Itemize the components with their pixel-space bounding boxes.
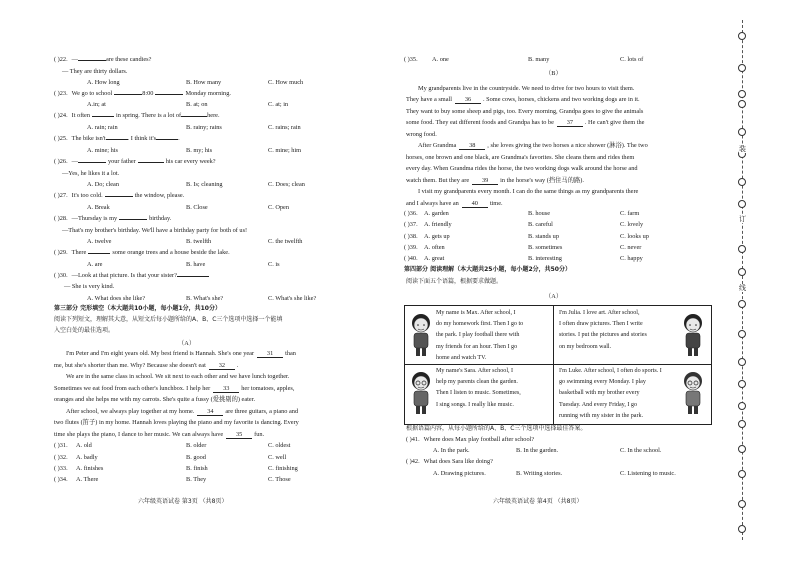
card-line: Then I listen to music. Sometimes,	[436, 390, 521, 397]
option-text: A. often	[424, 244, 445, 251]
answer-blank	[155, 94, 183, 95]
binding-hole	[738, 500, 746, 508]
question-number: ( )26.	[54, 158, 68, 165]
binding-hole	[738, 445, 746, 453]
binding-hole	[738, 268, 746, 276]
answer-blank: 34	[197, 409, 223, 416]
option-text: B. In the garden.	[516, 447, 559, 454]
passage-text: me, but she's shorter than me. Why? Because she doesn't eat	[54, 362, 206, 369]
option-text: C. Does; clean	[268, 181, 305, 188]
passage-line	[54, 420, 299, 426]
passage-text: her tomatoes, apples,	[241, 385, 295, 392]
answer-blank: 36	[455, 97, 481, 104]
option-text: A. old	[76, 442, 92, 449]
passage-text: watch them. But they are	[406, 177, 470, 184]
answer-blank	[114, 94, 142, 95]
passage-text: time she plays the piano, I dance to her music. We can always have	[54, 431, 224, 438]
option-text: A.in; at	[87, 101, 106, 108]
question-stem	[54, 57, 151, 63]
passage-text: every day. When Grandma rides the horse, the two working dogs walk around the horse and	[406, 165, 638, 172]
card-line: stories. I put the pictures and stories	[559, 332, 647, 339]
section3-title: 第三部分 完形填空（本大题共10小题，每小题1分，共10分）	[54, 305, 221, 312]
option-text: C. oldest	[268, 442, 291, 449]
question-stem	[54, 273, 209, 279]
option-text: C. In the school.	[620, 447, 662, 454]
passage-line	[406, 201, 503, 208]
answer-blank: 40	[462, 201, 488, 208]
option-text: A. great	[424, 255, 445, 262]
option-text: A. Break	[87, 204, 110, 211]
passage-line	[406, 166, 638, 172]
question-reply: —Yes, he likes it a lot.	[62, 170, 120, 177]
option-text: C. farm	[620, 210, 640, 217]
question-number: ( )33.	[54, 465, 68, 472]
question-text: the window, please.	[134, 192, 185, 199]
question-text: 8:00	[142, 90, 154, 97]
option-text: B. house	[528, 210, 551, 217]
binding-hole	[738, 128, 746, 136]
answer-blank: 39	[472, 178, 498, 185]
passage-text: fun.	[254, 431, 265, 438]
binding-hole	[738, 330, 746, 338]
binding-hole	[738, 245, 746, 253]
passage-text: Sometimes we eat food from each other's lunchbox. I help her	[54, 385, 211, 392]
question-text: birthday.	[149, 215, 172, 222]
binding-label: 装	[739, 145, 746, 153]
binding-hole	[738, 178, 746, 186]
option-text: C. the twelfth	[268, 238, 303, 245]
option-text: B. my; his	[186, 147, 213, 154]
question-text: There	[71, 249, 87, 256]
option-text: B. good	[186, 454, 206, 461]
option-text: C. finishing	[268, 465, 298, 472]
question-number: ( )38.	[404, 233, 418, 240]
binding-label: 订	[739, 215, 746, 223]
question-text: —Thursday is my	[71, 215, 118, 222]
option-text: C. Those	[268, 476, 291, 483]
option-text: A. rain; rain	[87, 124, 118, 131]
option-text: B. Is; cleaning	[186, 181, 223, 188]
question-stem	[406, 437, 534, 443]
passage-text: . He can't give them the	[584, 119, 645, 126]
option-text: B. rainy; rains	[186, 124, 222, 131]
option-text: B. stands up	[528, 233, 559, 240]
option-text: C. rains; rain	[268, 124, 301, 131]
question-text: .	[178, 135, 180, 142]
answer-blank	[138, 162, 164, 163]
option-text: B. twelfth	[186, 238, 212, 245]
option-text: C. How much	[268, 79, 304, 86]
question-number: ( )36.	[404, 210, 418, 217]
binding-hole	[738, 525, 746, 533]
question-text: here.	[207, 112, 220, 119]
question-stem	[406, 459, 493, 465]
section3-instructions: 阅读下列短文，理解其大意，从短文后每小题所给的A、B、C三个选项中选择一个能填	[54, 316, 283, 323]
passage-text: We are in the same class in school. We sit next to each other and we have lunch together.	[66, 373, 290, 380]
question-number: ( )34.	[54, 476, 68, 483]
passage-text: two flutes (笛子) in my home. Hannah loves playing the piano and my favorite is dancing. Every	[54, 419, 299, 426]
question-stem	[54, 159, 216, 165]
passage-line	[66, 409, 298, 416]
option-text: A. friendly	[424, 221, 452, 228]
passage-line	[54, 363, 238, 370]
passage-text: some food. They eat different foods and Grandpa has to be	[406, 119, 554, 126]
option-text: B. How many	[186, 79, 222, 86]
option-text: B. They	[186, 476, 207, 483]
passage-text: My grandparents live in the countryside. We need to drive for two hours to visit them.	[418, 85, 635, 92]
passage-text: After Grandma	[418, 142, 457, 149]
page-footer: 六年级英语试卷 第3页 （共8页）	[138, 498, 228, 505]
section4-instructions: 阅读下面五个语篇，根据要求做题。	[406, 278, 503, 285]
card-line: I'm Julia. I love art. After school,	[559, 310, 640, 316]
card-line: Tuesday. And every Friday, I go	[559, 401, 638, 408]
passage-text: wrong food.	[406, 131, 437, 138]
answer-blank: 35	[226, 432, 252, 439]
binding-hole	[738, 100, 746, 108]
section3-instructions: 入空白处的最佳选项。	[54, 327, 115, 334]
answer-blank: 38	[459, 143, 485, 150]
answer-blank	[119, 219, 147, 220]
option-text: A. In the park.	[433, 447, 470, 454]
option-text: A. What does she like?	[87, 295, 146, 302]
card-line: basketball with my brother every	[559, 390, 640, 397]
passage-line	[54, 397, 255, 403]
passage-line	[406, 109, 643, 115]
answer-blank: 32	[209, 363, 235, 370]
option-text: A. Do; clean	[87, 181, 119, 188]
question-stem	[54, 250, 230, 256]
reading-instructions: 根据语篇内容，从每小题所给的A、B、C三个选项中选择最佳答案。	[406, 425, 587, 432]
answer-blank	[78, 60, 106, 61]
section4-title: 第四部分 阅读理解（本大题共25小题，每小题2分，共50分）	[404, 266, 571, 273]
option-text: B. Writing stories.	[516, 470, 563, 477]
binding-hole	[738, 300, 746, 308]
question-text: Where does Max play football after school?	[423, 436, 535, 443]
answer-blank	[156, 139, 178, 140]
answer-blank: 33	[213, 386, 239, 393]
passage-text: horses, one brown and one black, are Grandma's favorites. She cleans them and rides them	[406, 154, 635, 161]
answer-blank: 31	[257, 351, 283, 358]
option-text: B. finish	[186, 465, 208, 472]
passage-text: . Some cows, horses, chickens and two working dogs are in it.	[483, 96, 640, 103]
passage-text: I'm Peter and I'm eight years old. My best friend is Hannah. She's one year	[66, 350, 255, 357]
question-text: your father	[107, 158, 136, 165]
option-text: C. lovely	[620, 221, 644, 228]
question-number: ( )27.	[54, 192, 68, 199]
option-text: B. many	[528, 56, 550, 63]
question-number: ( )31.	[54, 442, 68, 449]
passage-text: After school, we always play together at my home.	[66, 408, 195, 415]
card-line: help my parents clean the garden.	[436, 379, 518, 386]
question-text: What does Sara like doing?	[423, 458, 493, 465]
option-text: A. finishes	[76, 465, 104, 472]
card-line: my friends for an hour. Then I go	[436, 343, 518, 350]
question-number: ( )32.	[54, 454, 68, 461]
option-text: B. careful	[528, 221, 553, 228]
option-text: B. have	[186, 261, 206, 268]
passage-text: time.	[489, 200, 503, 207]
card-line: go swimming every Monday. I play	[559, 379, 646, 386]
option-text: C. Listening to music.	[620, 470, 676, 477]
question-text: in spring. There is a lot of	[116, 112, 182, 119]
option-text: A. one	[432, 56, 449, 63]
passage-line	[54, 386, 294, 393]
option-text: C. happy	[620, 255, 643, 262]
question-number: ( )30.	[54, 272, 68, 279]
passage-label: （A）	[545, 293, 563, 300]
option-text: C. Open	[268, 204, 289, 211]
binding-hole	[738, 470, 746, 478]
max-avatar-icon	[407, 312, 435, 358]
page-footer: 六年级英语试卷 第4页 （共8页）	[493, 498, 583, 505]
question-text: The bike isn't	[71, 135, 106, 142]
question-text: some orange trees and a house beside the lake.	[112, 249, 230, 256]
card-line: I'm Luke. After school, I often do sports. I	[559, 368, 662, 374]
sara-avatar-icon	[407, 370, 435, 416]
passage-line	[406, 155, 634, 161]
question-number: ( )28.	[54, 215, 68, 222]
passage-line	[406, 132, 437, 138]
question-number: ( )35.	[404, 56, 418, 63]
luke-avatar-icon	[679, 370, 707, 416]
question-text: —	[71, 158, 78, 165]
card-line: the park. I play football there with	[436, 332, 520, 339]
option-text: B. sometimes	[528, 244, 563, 251]
option-text: C. looks up	[620, 233, 649, 240]
option-text: A. There	[76, 476, 99, 483]
passage-text: than	[285, 350, 296, 357]
julia-avatar-icon	[679, 312, 707, 358]
card-line: I sing songs. I really like music.	[436, 401, 514, 408]
question-stem	[54, 216, 171, 222]
question-text: —	[71, 56, 78, 63]
passage-text: are three guitars, a piano and	[225, 408, 299, 415]
question-stem	[54, 91, 231, 97]
question-stem	[54, 193, 184, 199]
passage-line	[66, 351, 296, 358]
question-text: his car every week?	[165, 158, 216, 165]
option-text: A. mine; his	[87, 147, 118, 154]
binding-hole	[738, 402, 746, 410]
option-text: A. Drawing pictures.	[433, 470, 486, 477]
passage-text: and I always have an	[406, 200, 459, 207]
answer-blank	[92, 116, 114, 117]
answer-blank	[88, 253, 110, 254]
question-reply: —That's my brother's birthday. We'll have a birthday party for both of us!	[62, 227, 248, 234]
passage-line	[418, 143, 648, 150]
question-reply: — She is very kind.	[64, 283, 115, 290]
question-text: are these candies?	[105, 56, 152, 63]
option-text: C. well	[268, 454, 287, 461]
binding-hole	[738, 420, 746, 428]
question-number: ( )23.	[54, 90, 68, 97]
question-text: We go to school	[71, 90, 113, 97]
question-number: ( )24.	[54, 112, 68, 119]
passage-text: in the horse's way (挡住马的路).	[500, 177, 584, 184]
option-text: A. are	[87, 261, 103, 268]
option-text: A. garden	[424, 210, 449, 217]
answer-blank	[106, 139, 128, 140]
question-number: ( )29.	[54, 249, 68, 256]
grid-divider	[553, 306, 554, 424]
passage-line	[406, 120, 644, 127]
card-line: on my bedroom wall.	[559, 343, 612, 350]
option-text: A. gets up	[424, 233, 450, 240]
grid-divider	[405, 364, 711, 365]
passage-text: They have a small	[406, 96, 452, 103]
binding-hole	[738, 200, 746, 208]
option-text: A. twelve	[87, 238, 112, 245]
answer-blank: 37	[557, 120, 583, 127]
passage-text: oranges and she helps me with my carrots. She's quite a fussy (爱挑剔的) eater.	[54, 396, 256, 403]
question-text: It often	[71, 112, 90, 119]
passage-label: （A）	[178, 340, 196, 347]
option-text: A. badly	[76, 454, 98, 461]
binding-hole	[738, 380, 746, 388]
question-text: Monday morning.	[185, 90, 231, 97]
card-line: running with my sister in the park.	[559, 412, 644, 419]
answer-blank	[105, 196, 133, 197]
question-reply: — They are thirty dollars.	[62, 68, 128, 75]
binding-label: 线	[739, 284, 746, 292]
answer-blank	[177, 276, 209, 277]
option-text: C. at; in	[268, 101, 289, 108]
option-text: C. never	[620, 244, 642, 251]
option-text: C. mine; him	[268, 147, 302, 154]
option-text: C. What's she like?	[268, 295, 317, 302]
option-text: B. older	[186, 442, 207, 449]
question-number: ( )25.	[54, 135, 68, 142]
binding-dashed-line	[742, 20, 744, 540]
binding-hole	[738, 64, 746, 72]
question-stem	[54, 113, 220, 119]
passage-text: I visit my grandparents every month. I can do the same things as my grandparents there	[418, 188, 639, 195]
question-number: ( )41.	[406, 436, 420, 443]
passage-text: .	[236, 362, 239, 369]
binding-hole	[738, 358, 746, 366]
answer-blank	[78, 162, 106, 163]
card-line: My name's Sara. After school, I	[436, 368, 514, 374]
question-number: ( )40.	[404, 255, 418, 262]
passage-label: （B）	[545, 70, 562, 77]
passage-text: , she loves giving the two horses a nice shower (淋浴). The two	[487, 142, 648, 149]
option-text: B. at; on	[186, 101, 208, 108]
card-line: My name is Max. After school, I	[436, 310, 516, 316]
question-number: ( )42.	[406, 458, 420, 465]
passage-line	[66, 374, 289, 380]
binding-hole	[738, 90, 746, 98]
question-number: ( )22.	[54, 56, 68, 63]
passage-line	[406, 178, 584, 185]
option-text: C. is	[268, 261, 280, 268]
card-line: do my homework first. Then I go to	[436, 321, 524, 328]
option-text: B. What's she?	[186, 295, 224, 302]
question-number: ( )37.	[404, 221, 418, 228]
option-text: A. How long	[87, 79, 120, 86]
card-line: I often draw pictures. Then I write	[559, 321, 643, 328]
answer-blank	[181, 116, 207, 117]
option-text: C. lots of	[620, 56, 644, 63]
passage-line	[406, 97, 640, 104]
question-text: . I think it's	[127, 135, 157, 142]
passage-line	[54, 432, 264, 439]
option-text: B. interesting	[528, 255, 562, 262]
card-line: home and watch TV.	[436, 354, 487, 361]
question-stem	[54, 136, 180, 142]
question-text: It's too cold.	[71, 192, 103, 199]
passage-line	[418, 86, 634, 92]
option-text: B. Close	[186, 204, 208, 211]
binding-hole	[738, 32, 746, 40]
question-number: ( )39.	[404, 244, 418, 251]
passage-line	[418, 189, 638, 195]
question-text: —Look at that picture. Is that your sister?	[71, 272, 177, 279]
passage-text: They want to buy some sheep and pigs, too. Every morning, Grandpa goes to give the animals	[406, 108, 644, 115]
